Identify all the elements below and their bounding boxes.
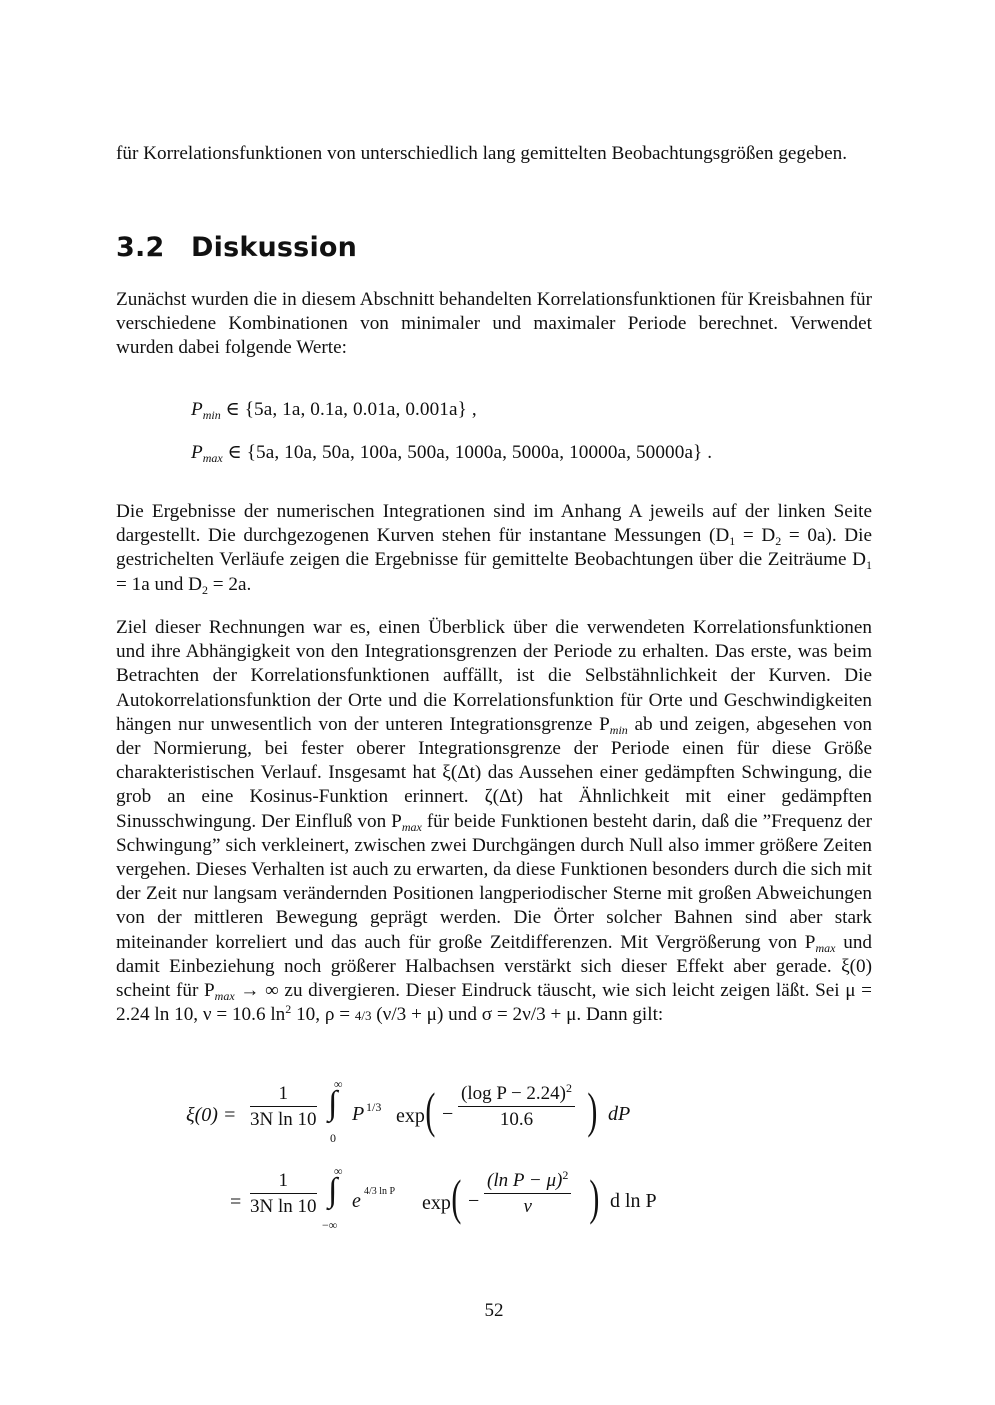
p3-sub-min: min <box>609 722 628 737</box>
p3-text-1: Ziel dieser Rechnungen war es, einen Überblick über die verwendeten Korrelationsfunktionen und ihre Abhängigkeit von den Integrationsgrenzen der Periode zu erhalten. Das erste, was beim Betrachten der Korrelationsfunktionen auffällt, ist die Selbstähnlichkeit der Kurven. Die Autokorrelationsfunktion der Orte und die Korrelationsfunktion für Orte und Geschwindigkeiten hängen nur unwesentlich von der unteren Integrationsgrenze P <box>116 617 872 735</box>
eq2-minus: − <box>468 1190 480 1212</box>
eq2-left-paren: ( <box>451 1169 462 1225</box>
p2-text-b: = D <box>735 525 776 547</box>
eq1-prefactor-den: 3N ln 10 <box>250 1109 317 1130</box>
pmin-symbol: P <box>191 399 203 420</box>
eq1-right-paren: ) <box>587 1082 598 1138</box>
eq1-integral-sign: ∫ <box>328 1085 338 1122</box>
paragraph-2: Die Ergebnisse der numerischen Integrationen sind im Anhang A jeweils auf der linken Seite dargestellt. Die durchgezogenen Kurven stehen für instantane Messungen $(D_1 = D_2 = 0a)$. Die gestrichelten Verläufe zeigen die Ergebnisse für gemittelte Beobachtungen über die Zeiträume $D_1 = 1a$ und $D_2 = 2a$. <box>116 501 872 597</box>
p3-sub-max-2: max <box>815 940 836 955</box>
p3-frac-4-3: 4/3 <box>354 1008 372 1024</box>
eq2-inner-den: ν <box>523 1196 532 1217</box>
eq2-prefactor-num: 1 <box>250 1170 317 1194</box>
eq1-integrand: P <box>352 1103 365 1125</box>
eq2-lhs: = <box>230 1191 242 1213</box>
eq2-inner-pow: 2 <box>562 1168 569 1182</box>
p3-text-5: → ∞ zu divergieren. Dieser Eindruck täuscht, wie sich leicht zeigen läßt. Sei μ = 2.24 ln 10, ν = 10.6 ln <box>116 980 872 1026</box>
eq2-prefactor <box>250 1170 317 1218</box>
paragraph-3 <box>116 616 872 1028</box>
pmax-values: ∈ {5a, 10a, 50a, 100a, 500a, 1000a, 5000a, 10000a, 50000a} . <box>227 442 713 463</box>
eq1-inner-den: 10.6 <box>499 1109 534 1130</box>
eq2-integral-sign: ∫ <box>328 1172 338 1209</box>
eq2-integrand: e <box>352 1190 361 1212</box>
eq1-exp: exp <box>396 1105 425 1127</box>
p3-text-7: (ν/3 + μ) und σ = 2ν/3 + μ. Dann gilt: <box>371 1004 664 1026</box>
eq2-exp: exp <box>422 1192 451 1214</box>
pmax-sub: max <box>202 451 223 465</box>
eq2-inner-frac <box>484 1170 571 1218</box>
section-title: Diskussion <box>191 232 358 263</box>
eq2-prefactor-den: 3N ln 10 <box>250 1196 317 1217</box>
section-heading <box>116 232 357 263</box>
eq2-inner-num: (ln P − μ) <box>487 1170 563 1191</box>
eq1-prefactor <box>250 1083 317 1131</box>
eq1-inner-pow: 2 <box>566 1081 573 1095</box>
eq1-inner-frac <box>458 1083 575 1131</box>
equation-1: ξ(0) = $\frac{1}{\text{3N ln 10}}$ ∞ ∫ 0 P 1/3 exp ( − $\frac{(\log P - 2.24)^2}{10.6}$ ) dP <box>186 1077 631 1145</box>
pmax-symbol: P <box>191 442 203 463</box>
p2-text-c: = 0a). Die gestrichelten Verläufe zeigen die Ergebnisse für gemittelte Beobachtungen über die Zeiträume D <box>116 525 872 571</box>
eq1-differential: dP <box>608 1103 631 1125</box>
eq1-minus: − <box>442 1103 454 1125</box>
eq2-right-paren: ) <box>589 1169 600 1225</box>
p3-sub-max-3: max <box>214 989 235 1004</box>
eq2-differential: d ln P <box>610 1190 657 1212</box>
eq1-prefactor-num: 1 <box>250 1083 317 1107</box>
intro-paragraph: für Korrelationsfunktionen von unterschiedlich lang gemittelten Beobachtungsgrößen gegeben. <box>116 143 848 164</box>
p3-sub-max-1: max <box>401 819 422 834</box>
set-pmax <box>191 440 712 464</box>
eq1-lower-limit: 0 <box>330 1131 336 1145</box>
eq2-lower-limit: −∞ <box>322 1218 338 1232</box>
p2-text-e: = 2a. <box>207 573 252 595</box>
p2-text-d: = 1a und D <box>116 573 202 595</box>
eq1-left-paren: ( <box>425 1082 436 1138</box>
p2-text-a: Die Ergebnisse der numerischen Integrationen sind im Anhang A jeweils auf der linken Seite dargestellt. Die durchgezogenen Kurven stehen für instantane Messungen (D <box>116 501 872 547</box>
eq1-lhs: ξ(0) = <box>186 1104 237 1126</box>
equation-2: = $\frac{1}{\text{3N ln 10}}$ ∞ ∫ −∞ e 4/3 ln P exp ( − $\frac{(\ln P - \mu)^2}{\nu}$ ) d ln P <box>230 1164 657 1232</box>
p3-text-4: und damit Einbeziehung noch größerer Halbachsen verstärkt sich dieser Effekt aber gerade. ξ(0) scheint für P <box>116 931 873 1002</box>
eq2-upper-limit: ∞ <box>334 1164 343 1178</box>
pmin-sub: min <box>202 408 221 422</box>
p3-text-3: für beide Funktionen besteht darin, daß die ”Frequenz der Schwingung” sich verkleinert, zwischen zwei Durchgängen durch Null also immer größere Zeiten vergehen. Dieses Verhalten ist auch zu erwarten, da diese Funktionen besonders durch die sich mit der Zeit nur langsam verändernden Positionen langperiodischer Sterne mit großen Abweichungen von der mittleren Bewegung geprägt werden. Die Örter solcher Bahnen sind aber stark miteinander korreliert und das auch für große Zeitdifferenzen. Mit Vergrößerung von P <box>116 810 872 953</box>
paragraph-1: Zunächst wurden die in diesem Abschnitt behandelten Korrelationsfunktionen für Kreisbahnen für verschiedene Kombinationen von minimaler und maximaler Periode berechnet. Verwendet wurden dabei folgende Werte: <box>116 289 872 359</box>
p3-square: 2 <box>285 1002 292 1017</box>
section-number: 3.2 <box>116 232 165 263</box>
set-pmin <box>191 397 477 421</box>
page-number: 52 <box>484 1300 504 1321</box>
eq1-inner-num: (log P − 2.24) <box>461 1083 567 1104</box>
p3-text-6: 10, ρ = <box>291 1004 355 1026</box>
p3-text-2: ab und zeigen, abgesehen von der Normierung, bei fester oberer Integrationsgrenze der Periode einen für diese Größe charakteristischen Verlauf. Insgesamt hat ξ(Δt) das Aussehen einer gedämpften Schwingung, die grob an eine Kosinus-Funktion erinnert. ζ(Δt) hat Ähnlichkeit mit einer gedämpften Sinusschwingung. Der Einfluß von P <box>116 713 873 832</box>
eq1-upper-limit: ∞ <box>334 1077 343 1091</box>
pmin-values: ∈ {5a, 1a, 0.1a, 0.01a, 0.001a} , <box>225 399 477 420</box>
